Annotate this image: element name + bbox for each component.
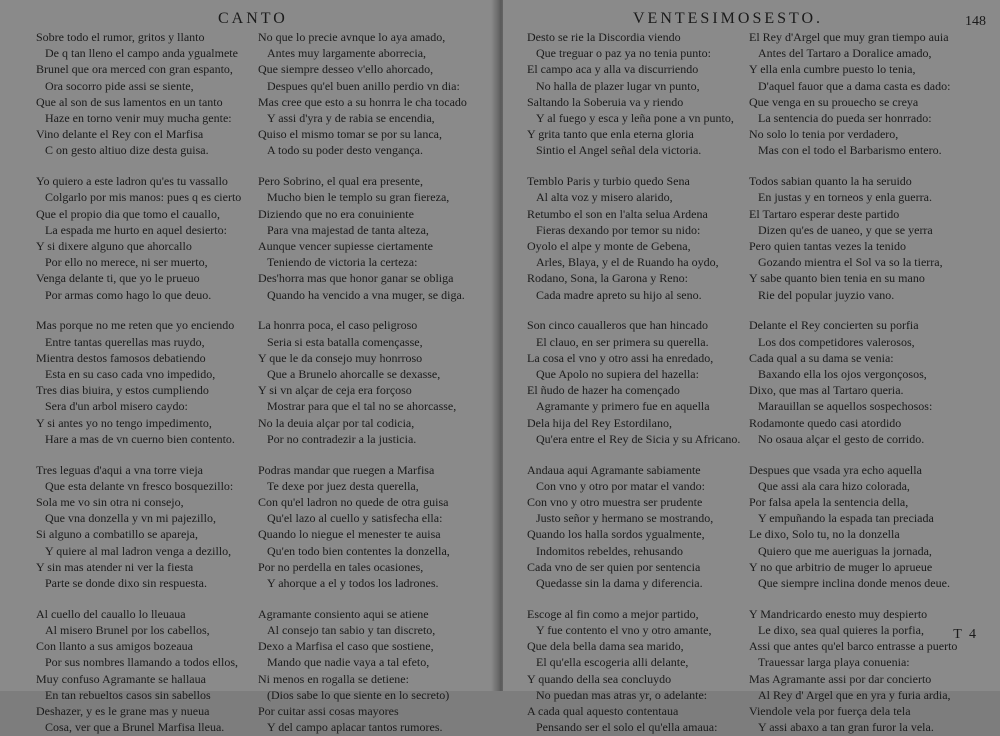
verse-line: Al Rey d' Argel que en yra y furia ardia,	[758, 687, 951, 702]
verse-line: Esta en su caso cada vno impedido,	[45, 367, 216, 382]
verse-line: Por falsa apela la sentencia della,	[749, 495, 909, 510]
stanza	[749, 606, 971, 736]
verse-line: Le dixo, Solo tu, no la donzella	[749, 527, 900, 542]
verse-line: Y assi d'yra y de rabia se encendia,	[267, 111, 435, 126]
verse-line: Quiso el mismo tomar se por su lanca,	[258, 127, 442, 142]
verse-line: El campo aca y alla va discurriendo	[527, 62, 699, 77]
verse-line: La honrra poca, el caso peligroso	[258, 318, 418, 333]
verse-line: A todo su poder desto vengança.	[267, 143, 423, 158]
stanza	[258, 462, 480, 592]
left-page	[0, 0, 497, 735]
verse-line: Y ahorque a el y todos los ladrones.	[267, 576, 439, 591]
verse-line: Desto se rie la Discordia viendo	[527, 30, 681, 44]
verse-line: El clauo, en ser primera su querella.	[536, 334, 709, 349]
verse-line: Deshazer, y es le grane mas y nueua	[36, 704, 210, 719]
verse-line: Por no contradezir a la justicia.	[267, 431, 417, 446]
verse-line: Muy confuso Agramante se hallaua	[36, 671, 206, 686]
verse-line: Le dixo, sea qual quieres la porfia,	[758, 623, 924, 638]
verse-line: Que assi ala cara hizo colorada,	[758, 478, 910, 493]
verse-line: Hare a mas de vn cuerno bien contento.	[45, 431, 235, 446]
verse-line: Y Mandricardo enesto muy despierto	[749, 606, 928, 621]
verse-line: De q tan lleno el campo anda ygualmete	[45, 46, 238, 61]
verse-line: Vino delante el Rey con el Marfisa	[36, 127, 204, 142]
verse-line: En tan rebueltos casos sin sabellos	[45, 687, 211, 702]
verse-line: Cada qual a su dama se venia:	[749, 350, 894, 365]
verse-line: Cosa, ver que a Brunel Marfisa lleua.	[45, 720, 225, 735]
verse-line: Quando lo niegue el menester te auisa	[258, 527, 441, 542]
verse-line: El Tartaro esperar deste partido	[749, 206, 900, 221]
verse-line: Dela hija del Rey Estordilano,	[527, 415, 672, 430]
stanza	[36, 317, 258, 447]
verse-line: Y ella enla cumbre puesto lo tenia,	[749, 62, 916, 77]
verse-line: Todos sabian quanto la ha seruido	[749, 174, 912, 189]
verse-line: Delante el Rey concierten su porfia	[749, 318, 919, 333]
verse-line: El ñudo de hazer ha començado	[527, 383, 680, 398]
verse-line: Sintio el Angel señal dela victoria.	[536, 143, 702, 158]
stanza	[258, 317, 480, 447]
verse-line: Venga delante ti, que yo le prueuo	[36, 271, 200, 286]
verse-line: Rie del popular juyzio vano.	[758, 287, 895, 302]
stanza	[36, 462, 258, 592]
verse-line: Que a Brunelo ahorcalle se dexasse,	[267, 367, 441, 382]
verse-line: Pero Sobrino, el qual era presente,	[258, 174, 423, 189]
verse-line: Indomitos rebeldes, rehusando	[536, 543, 683, 558]
verse-line: Antes muy largamente aborrecia,	[267, 46, 427, 61]
verse-line: Podras mandar que ruegen a Marfisa	[258, 462, 435, 477]
right-page	[503, 0, 1000, 735]
verse-line: Te dexe por juez desta querella,	[267, 478, 419, 493]
verse-line: Que esta delante vn fresco bosquezillo:	[45, 478, 234, 493]
verse-line: Mas Agramante assi por dar concierto	[749, 671, 932, 686]
verse-line: Tres dias biuira, y estos cumpliendo	[36, 383, 209, 398]
verse-line: Trauessar larga playa conuenia:	[758, 655, 910, 670]
verse-line: Y si antes yo no tengo impedimento,	[36, 415, 212, 430]
verse-line: Y assi abaxo a tan gran furor la vela.	[758, 720, 934, 735]
verse-line: Y del campo aplacar tantos rumores.	[267, 720, 443, 735]
verse-line: Que venga en su prouecho se creya	[749, 94, 919, 109]
verse-line: En justas y en torneos y enla guerra.	[758, 190, 932, 205]
verse-line: Ni menos en rogalla se detiene:	[258, 671, 409, 686]
verse-line: Si alguno a combatillo se apareja,	[36, 527, 198, 542]
verse-line: Parte se donde dixo sin respuesta.	[45, 576, 207, 591]
verse-line: Con vno y otro muestra ser prudente	[527, 495, 703, 510]
verse-line: Y grita tanto que enla eterna gloria	[527, 127, 694, 142]
verse-line: Fieras dexando por temor su nido:	[536, 222, 701, 237]
verse-line: Teniendo de victoria la certeza:	[267, 255, 418, 270]
verse-line: Mando que nadie vaya a tal efeto,	[267, 655, 430, 670]
verse-line: Y sabe quanto bien tenia en su mano	[749, 271, 925, 286]
verse-line: Pero quien tantas vezes la tenido	[749, 239, 906, 254]
verse-line: Brunel que ora merced con gran espanto,	[36, 62, 233, 77]
left-column-2	[258, 29, 480, 736]
verse-line: Que siempre desseo v'ello ahorcado,	[258, 62, 434, 77]
verse-line: No solo lo tenia por verdadero,	[749, 127, 899, 142]
verse-line: Quiero que me aueriguas la jornada,	[758, 543, 932, 558]
verse-line: Por no perdella en tales ocasiones,	[258, 559, 424, 574]
verse-line: Y no que arbitrio de muger lo aprueue	[749, 559, 933, 574]
verse-line: Ora socorro pide assi se siente,	[45, 78, 194, 93]
verse-line: Quedasse sin la dama y diferencia.	[536, 576, 703, 591]
verse-line: Con llanto a sus amigos bozeaua	[36, 639, 193, 654]
verse-line: Quando ha vencido a vna muger, se diga.	[267, 287, 465, 302]
verse-line: Marauillan se aquellos sospechosos:	[758, 399, 933, 414]
verse-line: Gozando mientra el Sol va so la tierra,	[758, 255, 943, 270]
stanza	[749, 462, 971, 592]
verse-line: A cada qual aquesto contentaua	[527, 704, 679, 719]
verse-line: Al alta voz y misero alarido,	[536, 190, 673, 205]
signature-mark: T 4	[953, 627, 978, 642]
verse-line: Con vno y otro por matar el vando:	[536, 478, 705, 493]
verse-line: Des'horra mas que honor ganar se obliga	[258, 271, 454, 286]
stanza	[527, 462, 749, 592]
left-column-1	[36, 29, 258, 736]
verse-line: Y si vn alçar de ceja era forçoso	[258, 383, 412, 398]
stanza	[527, 317, 749, 447]
verse-line: Saltando la Soberuia va y riendo	[527, 94, 684, 109]
verse-line: Despues que vsada yra echo aquella	[749, 462, 922, 477]
verse-line: Seria si esta batalla començasse,	[267, 334, 423, 349]
verse-line: Que siempre inclina donde menos deue.	[758, 576, 950, 591]
verse-line: Que dela bella dama sea marido,	[527, 639, 684, 654]
verse-line: C on gesto altiuo dize desta guisa.	[45, 143, 209, 158]
verse-line: Quando los halla sordos ygualmente,	[527, 527, 705, 542]
verse-line: Y sin mas atender ni ver la fiesta	[36, 559, 194, 574]
verse-line: La sentencia do pueda ser honrrado:	[758, 111, 932, 126]
verse-line: Despues qu'el buen anillo perdio vn dia:	[267, 78, 460, 93]
verse-line: Al cuello del cauallo lo lleuaua	[36, 606, 186, 621]
verse-line: Y al fuego y esca y leña pone a vn punto,	[536, 111, 734, 126]
verse-line: Por sus nombres llamando a todos ellos,	[45, 655, 238, 670]
verse-line: Qu'era entre el Rey de Sicia y su Africano.	[536, 431, 741, 446]
verse-line: Al misero Brunel por los cabellos,	[45, 623, 210, 638]
verse-line: Que Apolo no supiera del hazella:	[536, 367, 699, 382]
right-column-1	[527, 29, 749, 736]
verse-line: Son cinco caualleros que han hincado	[527, 318, 708, 333]
verse-line: Para vna majestad de tanta alteza,	[267, 222, 429, 237]
verse-line: Pensando ser el solo el qu'ella amaua:	[536, 720, 718, 735]
verse-line: Por armas como hago lo que deuo.	[45, 287, 212, 302]
verse-line: Qu'en todo bien contentes la donzella,	[267, 543, 450, 558]
verse-line: Baxando ella los ojos vergonçosos,	[758, 367, 927, 382]
verse-line: Por ello no merece, ni ser muerto,	[45, 255, 208, 270]
verse-line: Justo señor y hermano se mostrando,	[536, 511, 714, 526]
verse-line: No puedan mas atras yr, o adelante:	[536, 687, 708, 702]
verse-line: Cada vno de ser quien por sentencia	[527, 559, 701, 574]
verse-line: (Dios sabe lo que siente en lo secreto)	[267, 687, 450, 702]
verse-line: Mostrar para que el tal no se ahorcasse,	[267, 399, 457, 414]
verse-line: Cada madre apreto su hijo al seno.	[536, 287, 702, 302]
verse-line: Y quiere al mal ladron venga a dezillo,	[45, 543, 232, 558]
verse-line: Mas porque no me reten que yo enciendo	[36, 318, 235, 333]
verse-line: Antes del Tartaro a Doralice amado,	[758, 46, 932, 61]
verse-line: Rodano, Sona, la Garona y Reno:	[527, 271, 688, 286]
verse-line: Escoge al fin como a mejor partido,	[527, 606, 699, 621]
stanza	[749, 29, 971, 159]
stanza	[258, 606, 480, 736]
verse-line: Que vna donzella y vn mi pajezillo,	[45, 511, 216, 526]
verse-line: Con qu'el ladron no quede de otra guisa	[258, 495, 449, 510]
verse-line: Y que le da consejo muy honrroso	[258, 350, 423, 365]
verse-line: Y quando della sea concluydo	[527, 671, 672, 686]
verse-line: Que al son de sus lamentos en un tanto	[36, 94, 223, 109]
verse-line: Retumbo el son en l'alta selua Ardena	[527, 206, 708, 221]
verse-line: Diziendo que no era conuiniente	[258, 206, 414, 221]
verse-line: Sola me vo sin otra ni consejo,	[36, 495, 184, 510]
stanza	[36, 606, 258, 736]
verse-line: Colgarlo por mis manos: pues q es cierto	[45, 190, 242, 205]
verse-line: D'aquel fauor que a dama casta es dado:	[758, 78, 951, 93]
verse-line: Que treguar o paz ya no tenia punto:	[536, 46, 711, 61]
page-number: 148	[965, 14, 986, 29]
verse-line: Assi que antes qu'el barco entrasse a puerto	[749, 639, 958, 654]
verse-line: Al consejo tan sabio y tan discreto,	[267, 623, 436, 638]
verse-line: No halla de plazer lugar vn punto,	[536, 78, 700, 93]
verse-line: La espada me hurto en aquel desierto:	[45, 222, 227, 237]
stanza	[258, 173, 480, 303]
verse-line: Los dos competidores valerosos,	[758, 334, 915, 349]
verse-line: La cosa el vno y otro assi ha enredado,	[527, 350, 714, 365]
verse-line: No la deuia alçar por tal codicia,	[258, 415, 415, 430]
verse-line: Agramante y primero fue en aquella	[536, 399, 710, 414]
verse-line: Aunque vencer supiesse ciertamente	[258, 239, 433, 254]
right-column-2	[749, 29, 971, 736]
stanza	[527, 606, 749, 736]
verse-line: Yo quiero a este ladron qu'es tu vassallo	[36, 174, 228, 189]
stanza	[258, 29, 480, 159]
verse-line: Oyolo el alpe y monte de Gebena,	[527, 239, 691, 254]
verse-line: Rodamonte quedo casi atordido	[749, 415, 902, 430]
verse-line: Sobre todo el rumor, gritos y llanto	[36, 30, 205, 44]
verse-line: Andaua aqui Agramante sabiamente	[527, 462, 701, 477]
verse-line: El qu'ella escogeria alli delante,	[536, 655, 689, 670]
verse-line: No que lo precie avnque lo aya amado,	[258, 30, 446, 44]
stanza	[749, 317, 971, 447]
verse-line: Viendole vela por fuerça dela tela	[749, 704, 911, 719]
verse-line: Dizen qu'es de uaneo, y que se yerra	[758, 222, 933, 237]
verse-line: Mucho bien le templo su gran fiereza,	[267, 190, 450, 205]
running-header-right: VENTESIMOSESTO.	[633, 10, 824, 27]
stanza	[36, 173, 258, 303]
verse-line: No osaua alçar el gesto de corrido.	[758, 431, 925, 446]
verse-line: Mas con el todo el Barbarismo entero.	[758, 143, 942, 158]
verse-line: Entre tantas querellas mas ruydo,	[45, 334, 205, 349]
verse-line: Y si dixere alguno que ahorcallo	[36, 239, 192, 254]
verse-line: Mas cree que esto a su honrra le cha tocado	[258, 94, 467, 109]
verse-line: Sera d'un arbol misero caydo:	[45, 399, 188, 414]
stanza	[527, 29, 749, 159]
verse-line: Y fue contento el vno y otro amante,	[536, 623, 712, 638]
verse-line: Qu'el lazo al cuello y satisfecha ella:	[267, 511, 443, 526]
verse-line: Mientra destos famosos debatiendo	[36, 350, 206, 365]
stanza	[527, 173, 749, 303]
verse-line: Arles, Blaya, y el de Ruando ha oydo,	[536, 255, 719, 270]
verse-line: Dixo, que mas al Tartaro queria.	[749, 383, 904, 398]
running-header-left: CANTO	[218, 10, 288, 27]
verse-line: Que el propio dia que tomo el cauallo,	[36, 206, 220, 221]
verse-line: Y empuñando la espada tan preciada	[758, 511, 934, 526]
verse-line: El Rey d'Argel que muy gran tiempo auia	[749, 30, 949, 44]
verse-line: Temblo Paris y turbio quedo Sena	[527, 174, 690, 189]
verse-line: Dexo a Marfisa el caso que sostiene,	[258, 639, 434, 654]
verse-line: Agramante consiento aqui se atiene	[258, 606, 429, 621]
stanza	[749, 173, 971, 303]
verse-line: Tres leguas d'aqui a vna torre vieja	[36, 462, 204, 477]
verse-line: Haze en torno venir muy mucha gente:	[45, 111, 232, 126]
verse-line: Por cuitar assi cosas mayores	[258, 704, 399, 719]
stanza	[36, 29, 258, 159]
